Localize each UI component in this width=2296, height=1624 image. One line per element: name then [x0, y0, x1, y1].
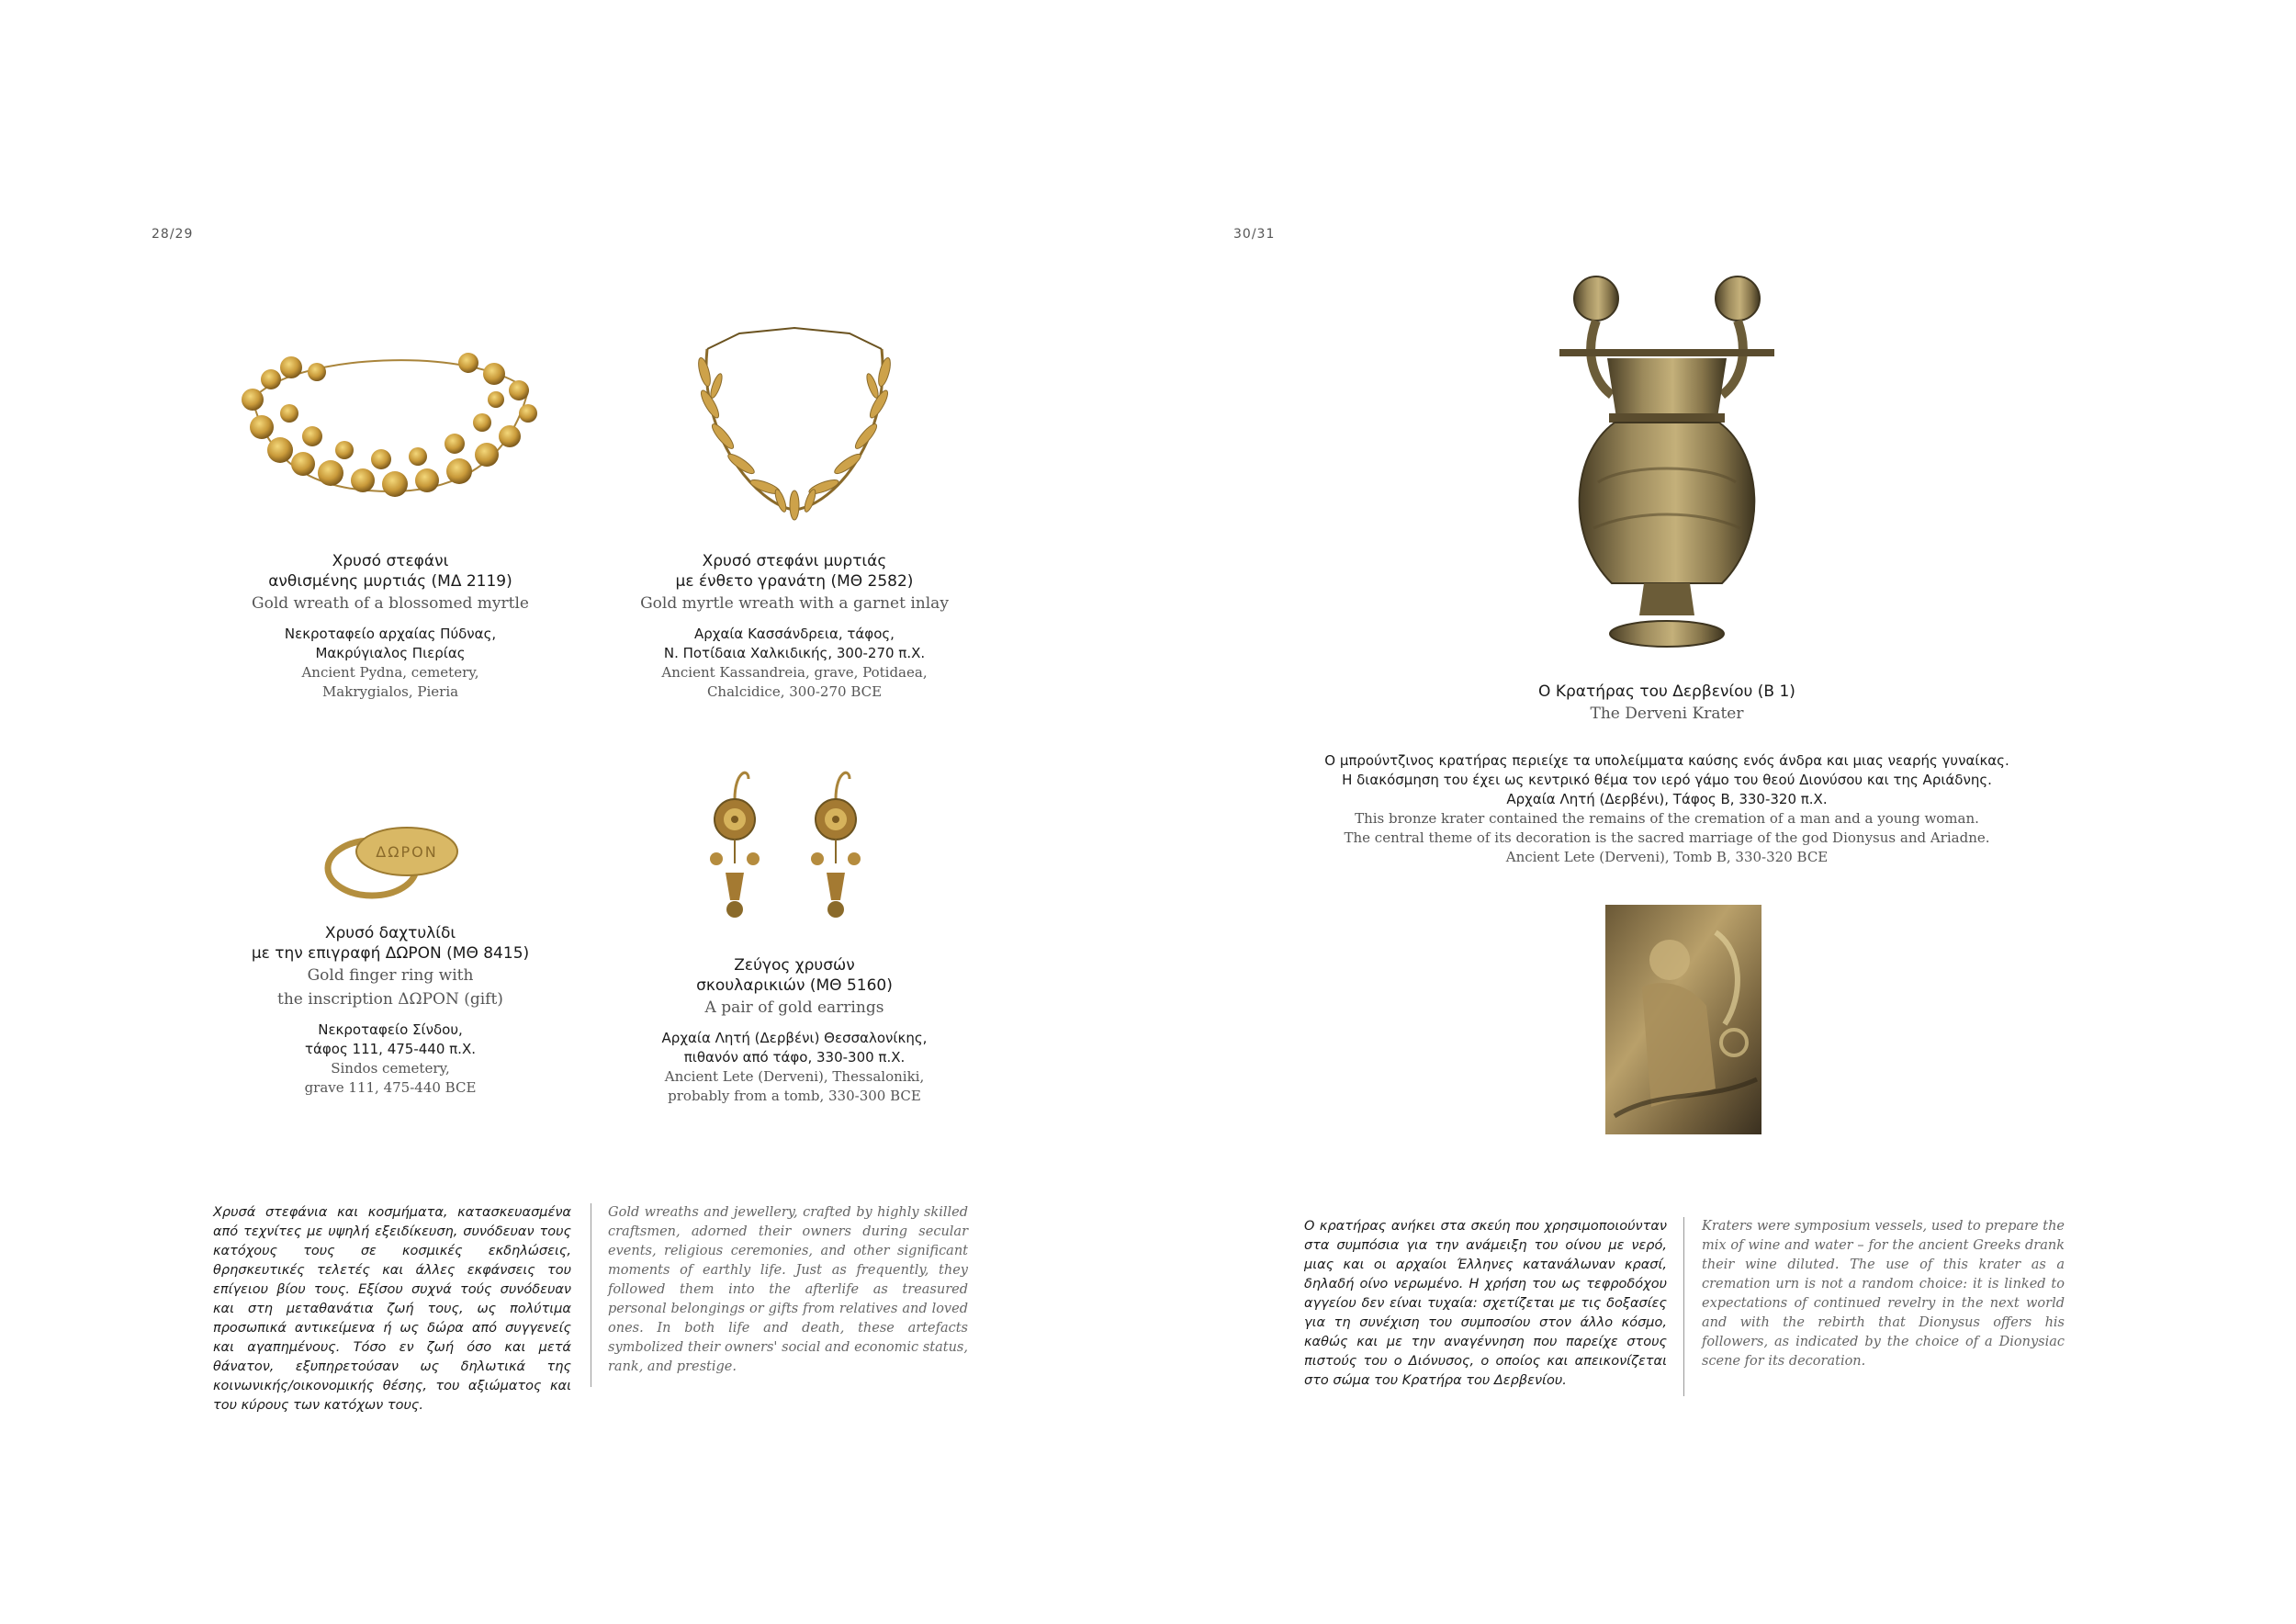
title-en: Gold wreath of a blossomed myrtle — [252, 594, 529, 613]
krater-description — [1313, 751, 2020, 867]
title-gr-line1: Χρυσό στεφάνι — [332, 552, 449, 570]
krater-desc-en-line2: The central theme of its decoration is the sacred marriage of the god Dionysus and Ariadne. — [1344, 829, 1990, 846]
title-gr-line2: ανθισμένης μυρτιάς (ΜΔ 2119) — [268, 572, 512, 591]
item-wreath-garnet — [606, 551, 983, 702]
provenance-gr-line1: Νεκροταφείο Σίνδου, — [318, 1021, 463, 1038]
provenance-gr-line2: τάφος 111, 475-440 π.Χ. — [304, 1041, 476, 1057]
provenance-en-line2: probably from a tomb, 330-300 BCE — [668, 1088, 921, 1104]
title-en: Gold myrtle wreath with a garnet inlay — [640, 594, 949, 613]
krater-detail-image — [1605, 905, 1761, 1134]
krater-desc-gr-line1: Ο μπρούντζινος κρατήρας περιείχε τα υπολείμματα καύσης ενός άνδρα και μιας νεαρής γυναίκας. — [1324, 752, 2009, 769]
title-en-line2: the inscription ΔΩΡΟΝ (gift) — [277, 990, 503, 1009]
title-gr-line1: Χρυσό στεφάνι μυρτιάς — [702, 552, 887, 570]
item-wreath-blossomed — [211, 551, 569, 702]
title-gr-line2: με την επιγραφή ΔΩΡΟΝ (ΜΘ 8415) — [251, 944, 530, 963]
title-en-line1: Gold finger ring with — [307, 966, 474, 985]
column-divider-right — [1683, 1217, 1684, 1396]
provenance-gr-line2: Ν. Ποτίδαια Χαλκιδικής, 300-270 π.Χ. — [663, 645, 926, 661]
body-text-gr-left: Χρυσά στεφάνια και κοσμήματα, κατασκευασμένα από τεχνίτες με υψηλή εξειδίκευση, συνόδευαν τους κατόχους τους σε κοσμικές εκδηλώσεις, θρησκευτικές τελετές και άλλες εκφάνσεις του επίγειου βίου τους. Εξίσου συχνά τούς συνόδευαν και στη μεταθανάτια ζωή τους, ως πολύτιμα προσωπικά αντικείμενα ή ως δώρα από συγγενείς και αγαπημένους. Τόσο εν ζωή όσο και μετά θάνατον, εξυπηρετούσαν ως δηλωτικά της κοινωνικής/οικονομικής θέσης, του αξιώματος και του κύρους των κατόχων τους. — [213, 1205, 571, 1413]
provenance-en-line1: Ancient Kassandreia, grave, Potidaea, — [661, 664, 928, 681]
provenance-en-line2: grave 111, 475-440 BCE — [304, 1079, 477, 1096]
body-text-en-right: Kraters were symposium vessels, used to prepare the mix of wine and water – for the ancient Greeks drank their wine diluted. The use of this krater as a cremation urn is not a random choice: it is linked to expectations of continued revelry in the next world and with the rebirth that Dionysus offers his followers, as indicated by the choice of a Dionysiac scene for its decoration. — [1702, 1219, 2065, 1369]
provenance-en-line2: Makrygialos, Pieria — [321, 683, 459, 700]
page-number-right: 30/31 — [1233, 227, 1276, 242]
title-gr-line1: Χρυσό δαχτυλίδι — [324, 924, 456, 942]
provenance-gr-line2: πιθανόν από τάφο, 330-300 π.Χ. — [683, 1049, 906, 1066]
krater-title-gr: Ο Κρατήρας του Δερβενίου (Β 1) — [1538, 682, 1795, 701]
provenance-en-line2: Chalcidice, 300-270 BCE — [706, 683, 883, 700]
provenance-en-line1: Sindos cemetery, — [331, 1060, 450, 1077]
item-gold-ring — [211, 923, 569, 1098]
wreath-blossomed-image — [234, 335, 546, 505]
title-gr-line2: με ένθετο γρανάτη (ΜΘ 2582) — [675, 572, 914, 591]
provenance-gr-line1: Αρχαία Λητή (Δερβένι) Θεσσαλονίκης, — [661, 1030, 928, 1046]
krater-title-en: The Derveni Krater — [1590, 705, 1744, 723]
ring-inscription: ΔΩΡΟΝ — [376, 843, 438, 861]
derveni-krater-image — [1543, 271, 1791, 652]
gold-ring-image — [317, 813, 464, 905]
title-gr-line2: σκουλαρικιών (ΜΘ 5160) — [696, 976, 893, 995]
title-gr-line1: Ζεύγος χρυσών — [734, 956, 855, 975]
provenance-en-line1: Ancient Pydna, cemetery, — [301, 664, 479, 681]
provenance-gr-line1: Αρχαία Κασσάνδρεια, τάφος, — [694, 626, 895, 642]
title-en: A pair of gold earrings — [704, 998, 884, 1017]
item-gold-earrings — [606, 955, 983, 1106]
provenance-en-line1: Ancient Lete (Derveni), Thessaloniki, — [664, 1068, 925, 1085]
krater-desc-gr-line3: Αρχαία Λητή (Δερβένι), Τάφος Β, 330-320 π.Χ. — [1506, 791, 1828, 807]
krater-desc-en-line3: Ancient Lete (Derveni), Tomb B, 330-320 BCE — [1505, 849, 1829, 865]
provenance-gr-line1: Νεκροταφείο αρχαίας Πύδνας, — [284, 626, 497, 642]
krater-desc-en-line1: This bronze krater contained the remains of the cremation of a man and a young woman. — [1355, 810, 1979, 827]
krater-caption — [1332, 682, 2002, 726]
krater-desc-gr-line2: Η διακόσμηση του έχει ως κεντρικό θέμα τον ιερό γάμο του θεού Διονύσου και της Αριάδνης. — [1342, 772, 1992, 788]
wreath-garnet-image — [684, 317, 905, 528]
gold-earrings-image — [693, 762, 895, 937]
page-number-left: 28/29 — [152, 227, 194, 242]
body-text-en-left: Gold wreaths and jewellery, crafted by highly skilled craftsmen, adorned their owners during secular events, religious ceremonies, and other significant moments of earthly life. Just as frequently, they followed them into the afterlife as treasured personal belongings or gifts from relatives and loved ones. In both life and death, these artefacts symbolized their owners' social and economic status, rank, and prestige. — [608, 1205, 968, 1374]
provenance-gr-line2: Μακρύγιαλος Πιερίας — [315, 645, 466, 661]
body-text-gr-right: Ο κρατήρας ανήκει στα σκεύη που χρησιμοποιούνταν στα συμπόσια για την ανάμειξη του οίνου με νερό, μιας και οι αρχαίοι Έλληνες κατανάλωναν κρασί, δηλαδή οίνο νερωμένο. Η χρήση του ως τεφροδόχου αγγείου δεν είναι τυχαία: σχετίζεται με τις δοξασίες για τη συνέχιση του συμποσίου στον άλλο κόσμο, καθώς και με την αναγέννηση που παρείχε στους πιστούς του ο Διόνυσος, ο οποίος και απεικονίζεται στο σώμα του Κρατήρα του Δερβενίου. — [1304, 1219, 1667, 1388]
